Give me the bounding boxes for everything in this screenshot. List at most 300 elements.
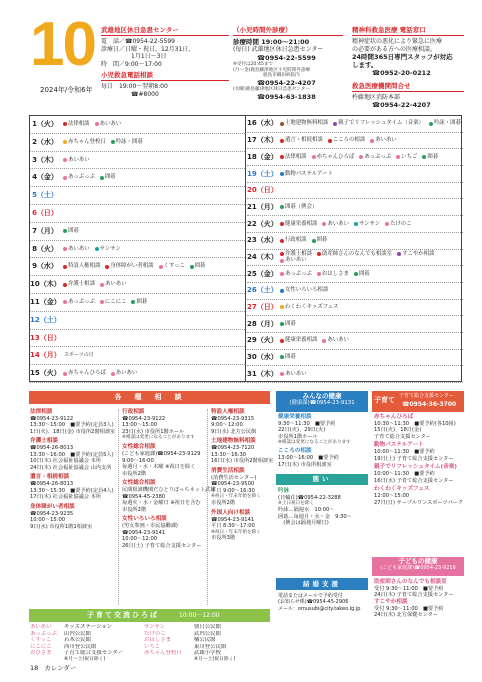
consult-section-line: ☎0954-23-9122 bbox=[122, 415, 166, 422]
consult-section-line: ☎0954-23-7120 bbox=[211, 445, 255, 452]
event-label: あいあい bbox=[285, 370, 307, 377]
pediatric-phone-title: 小児救急電話相談 bbox=[101, 71, 229, 81]
calendar-event bbox=[63, 263, 100, 270]
event-label: 囲碁 bbox=[194, 263, 206, 270]
calendar-day-row bbox=[30, 258, 245, 276]
event-dot-icon bbox=[385, 222, 389, 226]
kosodate-item-title: 動物パステルアート bbox=[374, 442, 424, 449]
calendar-events bbox=[277, 204, 463, 211]
calendar-date: 22（火） bbox=[247, 219, 278, 228]
hiroba-row bbox=[30, 624, 270, 631]
child-health-item-title: 助産師さんのなんでも相談室 bbox=[374, 579, 447, 585]
event-dot-icon bbox=[280, 155, 284, 159]
kosodate-band-phone: ☎0954-36-3700 bbox=[402, 401, 457, 408]
event-label: 土地建物無料相談 bbox=[285, 120, 329, 127]
calendar-day-row bbox=[30, 205, 245, 223]
consult-section-line: 平日 8:30～17:00 bbox=[211, 523, 255, 530]
consult-section-line: 9:00～12:00 bbox=[211, 422, 243, 429]
calendar-day-row bbox=[247, 333, 463, 350]
event-label: あいあい bbox=[115, 370, 138, 377]
pediatric-night-block bbox=[233, 26, 343, 101]
event-label: 囲碁（例会） bbox=[285, 203, 318, 210]
event-dot-icon bbox=[63, 265, 67, 269]
consult-section-title: 土地建物無料相談 bbox=[211, 438, 256, 445]
consult-section-line: (消費生活センター) bbox=[211, 474, 257, 481]
ikoi-line: ※土日祝日を除く bbox=[278, 501, 315, 507]
calendar-event bbox=[280, 221, 317, 228]
event-dot-icon bbox=[159, 265, 163, 269]
event-label: 吟詠・囲碁 bbox=[433, 120, 461, 127]
calendar-day-row bbox=[247, 300, 463, 317]
consult-section-title: 遺言・相続相談 bbox=[30, 474, 70, 481]
mon-fri-note: (月～金)鹿島藤津地区小児時間外診療 bbox=[233, 67, 311, 73]
calendar-column-right bbox=[247, 116, 463, 381]
calendar-event bbox=[280, 204, 317, 211]
calendar-event bbox=[354, 271, 370, 278]
calendar-events bbox=[60, 174, 245, 181]
consult-section-line: 17日(木) 社会福祉協議会 本所 bbox=[30, 494, 102, 501]
calendar-day-row bbox=[30, 294, 245, 312]
calendar-events bbox=[60, 299, 245, 306]
consult-col-1 bbox=[30, 409, 114, 533]
event-dot-icon bbox=[95, 122, 99, 126]
hiroba-note: ※月～土(祝日除く) bbox=[64, 656, 106, 662]
calendar-events bbox=[60, 281, 245, 288]
kosodate-item-line: 19日(土) 子育て総合支援センター bbox=[374, 455, 454, 462]
event-dot-icon bbox=[280, 355, 284, 359]
consult-section-line: 1日(火)、18日(金) 市役所2階相談室 bbox=[30, 428, 116, 435]
hiroba-cell: にこにこ bbox=[30, 643, 52, 650]
event-dot-icon bbox=[328, 139, 332, 143]
health-band-phone: (健康課)☎0954-23-9131 bbox=[289, 400, 355, 407]
kosodate-item-line: 10:30～11:30 ■要予約(各10組) bbox=[374, 420, 456, 427]
calendar-day-row bbox=[247, 316, 463, 333]
event-dot-icon bbox=[63, 176, 67, 180]
hiroba-cell: キッズステーション bbox=[64, 624, 113, 630]
calendar-events bbox=[277, 251, 463, 265]
event-dot-icon bbox=[354, 272, 358, 276]
calendar-event bbox=[63, 121, 90, 128]
calendar-events bbox=[60, 370, 245, 377]
consult-section bbox=[122, 409, 206, 441]
calendar-event bbox=[111, 139, 143, 146]
event-label: 親子でリフレッシュタイム（音楽） bbox=[338, 120, 424, 127]
consult-section-line: 平日 9:00～16:30 bbox=[211, 487, 255, 494]
calendar-events bbox=[277, 287, 463, 294]
calendar-day-row bbox=[30, 134, 245, 152]
consult-section-line: ☎0954-23-9141 bbox=[122, 529, 166, 536]
consult-section-line: ☎0954-23-9235 bbox=[30, 510, 74, 517]
year-label: 2024年/令和6年 bbox=[40, 86, 93, 94]
event-label: 弁護士相談 bbox=[68, 281, 95, 288]
calendar-day-row bbox=[247, 199, 463, 216]
consult-section-title: 弁護士相談 bbox=[30, 438, 58, 445]
calendar-day-row bbox=[247, 250, 463, 267]
consult-section-line: 毎週火・水・金曜日 ※祝日を含む bbox=[122, 500, 201, 507]
consult-section-line: ☎0954-23-9122 bbox=[30, 415, 74, 422]
calendar-day-row bbox=[247, 216, 463, 233]
event-label: あいあい bbox=[327, 220, 349, 227]
event-label: あいあい bbox=[68, 156, 90, 163]
psych-phone: ☎0952-20-0212 bbox=[372, 69, 431, 78]
mental-health-title: こころの相談 bbox=[278, 448, 312, 455]
hiroba-cell: おひさま bbox=[30, 650, 52, 657]
wed-note: (水曜)鹿島藤津地区休日急患センター bbox=[233, 87, 310, 93]
consult-section-title: 女性総合相談 bbox=[122, 480, 156, 487]
calendar-event bbox=[280, 237, 307, 244]
pediatric-phone: ☎#8000 bbox=[131, 90, 159, 98]
event-dot-icon bbox=[317, 272, 321, 276]
consult-section bbox=[211, 409, 271, 435]
calendar-day-row bbox=[30, 116, 245, 134]
calendar-date: 2（水） bbox=[32, 137, 58, 146]
calendar-day-row bbox=[247, 149, 463, 166]
kosodate-item-title: 赤ちゃんひろば bbox=[374, 414, 414, 420]
health-line: 22日(火)、29日(火) bbox=[278, 427, 326, 434]
calendar-event bbox=[280, 137, 323, 144]
fire-dept-title: 救急医療機関問合せ bbox=[352, 82, 464, 92]
consult-section-line: 23日(水) 市役所1階ホール bbox=[122, 428, 185, 435]
consult-section bbox=[122, 480, 216, 513]
event-dot-icon bbox=[131, 300, 135, 304]
hiroba-cell: 朝日公民館 bbox=[194, 624, 221, 630]
event-dot-icon bbox=[280, 122, 284, 126]
psych-desc3: 24時間365日専門スタッフが対応 bbox=[352, 53, 453, 62]
event-label: 身体障がい者相談 bbox=[110, 263, 154, 270]
consult-section bbox=[30, 504, 114, 530]
event-label: 健康栄養相談 bbox=[285, 337, 318, 344]
holiday-clinic-phone: 電 話／☎0954-22-5599 bbox=[101, 38, 175, 46]
hiroba-table bbox=[30, 624, 270, 663]
consult-section-line: ※相談は変更になることがあります bbox=[122, 435, 195, 441]
consult-section-title: 身体障がい者相談 bbox=[30, 503, 75, 510]
calendar-events bbox=[277, 154, 463, 161]
event-label: 遺言・相続相談 bbox=[285, 137, 323, 144]
consult-section-title: 女性いろいろ相談 bbox=[122, 516, 167, 523]
calendar-event bbox=[312, 237, 328, 244]
consult-section-line: ※祝日・年末年始を除く bbox=[211, 529, 261, 535]
hiroba-cell: 赤ちゃん登校日 bbox=[144, 650, 182, 657]
event-dot-icon bbox=[322, 222, 326, 226]
calendar-date: 14（月） bbox=[30, 351, 61, 360]
consult-section-line: 10:00～15:00 bbox=[30, 517, 66, 524]
marriage-band: 結婚支援 bbox=[276, 578, 368, 590]
health-band bbox=[276, 391, 368, 412]
event-label: 法律相談 bbox=[285, 153, 307, 160]
child-health-title: 子どもの健康 bbox=[398, 557, 438, 565]
consult-section-line: 13:30～15:30 ■要予約(定員4人) bbox=[30, 487, 114, 494]
event-label: サンサン bbox=[358, 220, 380, 227]
calendar-day-row bbox=[30, 312, 245, 330]
hiroba-cell: 武内公民館 bbox=[194, 630, 221, 637]
event-dot-icon bbox=[100, 300, 104, 304]
calendar-events bbox=[277, 304, 463, 311]
consult-col-3 bbox=[207, 409, 274, 605]
event-dot-icon bbox=[370, 139, 374, 143]
calendar-event bbox=[280, 154, 307, 161]
event-label: 動物パステルアート bbox=[285, 170, 333, 177]
calendar-date: 11（金） bbox=[30, 298, 61, 307]
kosodate-band-title: 子育て bbox=[374, 396, 395, 404]
event-dot-icon bbox=[190, 265, 194, 269]
calendar-day-row bbox=[247, 166, 463, 183]
consult-section bbox=[211, 438, 274, 465]
calendar-event bbox=[280, 304, 339, 311]
calendar-events bbox=[277, 337, 463, 344]
event-label: わくわくキッズフェス bbox=[285, 304, 339, 311]
event-label: 赤ちゃん登校日 bbox=[68, 138, 106, 145]
calendar-event bbox=[397, 251, 434, 258]
calendar-event bbox=[63, 228, 79, 235]
pediatric-night-note: ※受付は20:45まで bbox=[233, 61, 274, 67]
consult-section-line: ☎0954-23-9500 bbox=[211, 481, 255, 488]
calendar-date: 6（日） bbox=[32, 209, 58, 218]
consult-section-line: ☎0954-45-2380 bbox=[122, 493, 166, 500]
calendar-event bbox=[333, 120, 424, 127]
consult-section-line: 毎週月・水・木曜 ※祝日を除く bbox=[122, 464, 196, 471]
psych-emergency-title: 精神科救急医療 電話窓口 bbox=[352, 26, 464, 36]
event-label: 囲碁 bbox=[136, 299, 148, 306]
consult-section bbox=[30, 474, 114, 500]
calendar-date: 15（火） bbox=[30, 369, 61, 378]
event-dot-icon bbox=[280, 252, 284, 256]
calendar-day-row bbox=[30, 187, 245, 205]
consult-section-title: 女性総合相談 bbox=[122, 444, 156, 451]
hiroba-cell: 武雄小学校 bbox=[194, 650, 221, 657]
calendar-day-row bbox=[30, 223, 245, 241]
ikoi-line: 吟詠…隔週水 10:00～ bbox=[278, 507, 335, 514]
event-label: くすっこ bbox=[163, 263, 185, 270]
ikoi-line: 囲碁…毎週月・水・金 9:30～ bbox=[278, 513, 352, 520]
consult-section-line: 市役所2階 bbox=[122, 470, 147, 477]
kosodate-item-line: 10:00～11:30 ■要予約 bbox=[374, 471, 435, 478]
calendar-date: 24（木） bbox=[247, 252, 278, 261]
calendar-date: 9（水） bbox=[32, 262, 58, 271]
event-label: あいあい bbox=[99, 121, 122, 128]
event-label: 囲碁 bbox=[316, 237, 328, 244]
event-label: あいあい bbox=[327, 337, 349, 344]
calendar-event bbox=[190, 263, 206, 270]
event-label: あいあい bbox=[375, 137, 397, 144]
calendar-event bbox=[280, 271, 312, 278]
hiroba-cell: 子育て総合支援センター bbox=[64, 650, 124, 657]
calendar-day-row bbox=[247, 350, 463, 367]
month-number: 10 bbox=[30, 10, 95, 79]
calendar-event bbox=[328, 137, 365, 144]
ikoi-band: 憩い bbox=[276, 474, 368, 485]
calendar-event bbox=[63, 139, 106, 146]
calendar-event bbox=[131, 299, 147, 306]
calendar-event bbox=[280, 257, 307, 264]
psych-desc1: 精神症状の悪化により緊急に医療 bbox=[352, 38, 443, 46]
consult-section-line: 13:30～16:00 ■要予約(定員5人) bbox=[30, 451, 114, 458]
event-dot-icon bbox=[280, 172, 284, 176]
hiroba-cell: 山内公民館 bbox=[64, 630, 91, 637]
event-dot-icon bbox=[280, 272, 284, 276]
psych-desc4: します。 bbox=[352, 61, 378, 70]
calendar-events bbox=[277, 271, 463, 278]
consult-section bbox=[122, 516, 206, 549]
calendar-day-row bbox=[30, 276, 245, 294]
event-dot-icon bbox=[312, 239, 316, 243]
event-dot-icon bbox=[312, 155, 316, 159]
event-dot-icon bbox=[95, 247, 99, 251]
consult-section-title: 特設人権相談 bbox=[211, 409, 245, 415]
consult-section-line: 市役所3階 bbox=[211, 535, 236, 542]
event-label: 赤ちゃんひろば bbox=[68, 370, 106, 377]
calendar-date: 12（土） bbox=[30, 315, 61, 324]
calendar-event bbox=[354, 221, 380, 228]
ikoi-title: 吟詠 bbox=[278, 488, 290, 494]
consult-section-line: 10日(木) 社会福祉協議会 本所 bbox=[30, 458, 102, 465]
calendar-events bbox=[60, 121, 245, 128]
pediatric-night-title: （小児時間外診療） bbox=[233, 26, 343, 36]
calendar-events bbox=[277, 171, 463, 178]
consult-section-title: 消費生活相談 bbox=[211, 467, 245, 474]
consult-section-line: ☎0954-23-9141 bbox=[211, 516, 255, 523]
child-health-item-line: 24日(木) 北方保健センター bbox=[374, 612, 438, 619]
calendar-day-row bbox=[30, 330, 245, 348]
child-health-band bbox=[372, 557, 464, 576]
calendar-events bbox=[277, 354, 463, 361]
calendar-date: 19（土） bbox=[247, 169, 278, 178]
calendar-event bbox=[280, 371, 307, 378]
event-dot-icon bbox=[429, 122, 433, 126]
calendar-event bbox=[359, 154, 391, 161]
consult-section-line: 9:00～16:00 bbox=[122, 457, 154, 464]
health-line: 市役所1階ホール bbox=[278, 433, 318, 440]
pediatric-night-phone: ☎0954-22-5599 bbox=[257, 53, 316, 62]
event-dot-icon bbox=[280, 305, 284, 309]
marriage-line: 電話またはメールで予約受付 bbox=[278, 593, 343, 599]
calendar-date: 26（土） bbox=[247, 286, 278, 295]
event-dot-icon bbox=[100, 176, 104, 180]
event-dot-icon bbox=[63, 372, 67, 376]
event-dot-icon bbox=[280, 205, 284, 209]
calendar-events bbox=[277, 237, 463, 244]
calendar-date: 3（木） bbox=[32, 155, 58, 164]
consult-section bbox=[211, 468, 271, 507]
calendar-date: 10（木） bbox=[30, 280, 61, 289]
calendar-event bbox=[100, 299, 127, 306]
event-label: サンサン bbox=[99, 245, 121, 252]
hiroba-row bbox=[30, 637, 270, 644]
hiroba-cell: 若木公民館 bbox=[64, 637, 91, 644]
calendar-event bbox=[280, 354, 296, 361]
hiroba-cell: 西川登公民館 bbox=[64, 643, 97, 650]
event-calendar bbox=[29, 115, 462, 382]
kosodate-item-title: わくわくキッズフェス bbox=[374, 486, 430, 493]
calendar-event bbox=[63, 370, 106, 377]
hiroba-cell: あっぷっぷ bbox=[30, 630, 57, 637]
calendar-date: 7（月） bbox=[32, 226, 58, 235]
calendar-column-left bbox=[30, 116, 246, 381]
health-line: 9:30～11:30 ■要予約 bbox=[278, 420, 336, 427]
consult-section-line: 10:00～12:00 bbox=[122, 536, 158, 543]
calendar-event bbox=[317, 251, 392, 258]
hiroba-cell: いちご bbox=[144, 643, 161, 650]
calendar-events bbox=[60, 139, 245, 146]
calendar-event bbox=[396, 154, 417, 161]
holiday-clinic-days2: 1月1日～3日 bbox=[131, 53, 167, 61]
kosodate-item-line: 子育て総合支援センター bbox=[374, 433, 431, 440]
health-line: ※相談は変更になることがあります bbox=[278, 440, 351, 446]
calendar-event bbox=[317, 271, 349, 278]
calendar-event bbox=[95, 246, 121, 253]
calendar-events bbox=[60, 228, 245, 235]
psych-desc2: の必要がある方への医療相談。 bbox=[352, 45, 437, 53]
event-dot-icon bbox=[396, 155, 400, 159]
child-health-body bbox=[374, 579, 464, 619]
calendar-day-row bbox=[247, 266, 463, 283]
consult-section bbox=[211, 510, 271, 542]
calendar-date: 17（木） bbox=[247, 136, 278, 145]
consult-section-line: 民間相談機関だひとりぼっちネット武雄 bbox=[122, 487, 216, 494]
calendar-event bbox=[63, 281, 95, 288]
wed-phone: ☎0954-63-1838 bbox=[257, 92, 316, 101]
consult-band: 各 種 相 談 bbox=[29, 391, 270, 404]
event-dot-icon bbox=[63, 283, 67, 287]
calendar-events bbox=[60, 157, 245, 164]
event-label: 行政相談 bbox=[285, 237, 307, 244]
calendar-day-row bbox=[247, 233, 463, 250]
calendar-date: 18（金） bbox=[247, 152, 278, 161]
event-label: 弁護士相談 bbox=[285, 250, 312, 257]
kosodate-body bbox=[374, 414, 464, 508]
psych-emergency-block bbox=[352, 26, 464, 109]
holiday-clinic-title: 武雄地区休日急患センター bbox=[101, 26, 229, 36]
calendar-date: 30（水） bbox=[247, 353, 278, 362]
consult-section bbox=[30, 409, 114, 435]
kosodate-item-line: 16日(水) 子育て総合支援センター bbox=[374, 477, 454, 484]
calendar-date: 27（日） bbox=[247, 303, 278, 312]
hiroba-band bbox=[29, 609, 270, 622]
calendar-event bbox=[370, 137, 397, 144]
kosodate-item-line: 10:00～11:30 ■要予約 bbox=[374, 449, 435, 456]
calendar-date: 29（火） bbox=[247, 336, 278, 345]
hiroba-title: 子育て交流ひろば bbox=[87, 611, 159, 619]
event-label: あっぷっぷ bbox=[68, 174, 95, 181]
hiroba-row bbox=[30, 644, 270, 651]
marriage-body bbox=[278, 593, 370, 612]
event-label: おはしさま bbox=[321, 270, 349, 277]
consult-section-line: ☎0954-23-9315 bbox=[211, 415, 255, 422]
health-line: 13:00～16:00 ■要予約 bbox=[278, 455, 339, 462]
calendar-event bbox=[429, 120, 461, 127]
calendar-day-row bbox=[30, 169, 245, 187]
consult-section-line: 13:30～16:30 bbox=[211, 451, 247, 458]
calendar-events bbox=[60, 263, 245, 270]
calendar-day-row bbox=[30, 347, 245, 365]
calendar-date: 23（水） bbox=[247, 236, 278, 245]
event-label: 特設人権相談 bbox=[68, 263, 101, 270]
event-label: あいあい bbox=[285, 257, 307, 264]
calendar-date: 13（日） bbox=[30, 333, 61, 342]
child-health-phone: (こども家庭課)☎0954-23-9216 bbox=[380, 565, 456, 572]
event-label: 女性いろいろ相談 bbox=[285, 287, 329, 294]
health-line: 17日(木) 市役所相談室 bbox=[278, 461, 332, 468]
consult-section bbox=[122, 444, 206, 477]
event-dot-icon bbox=[63, 122, 67, 126]
calendar-event bbox=[385, 221, 412, 228]
event-label: にこにこ bbox=[104, 299, 127, 306]
event-dot-icon bbox=[280, 222, 284, 226]
event-dot-icon bbox=[280, 139, 284, 143]
event-dot-icon bbox=[322, 339, 326, 343]
consult-section-line: 市役所2階 bbox=[211, 500, 236, 507]
calendar-event bbox=[63, 246, 90, 253]
calendar-events bbox=[277, 321, 463, 328]
